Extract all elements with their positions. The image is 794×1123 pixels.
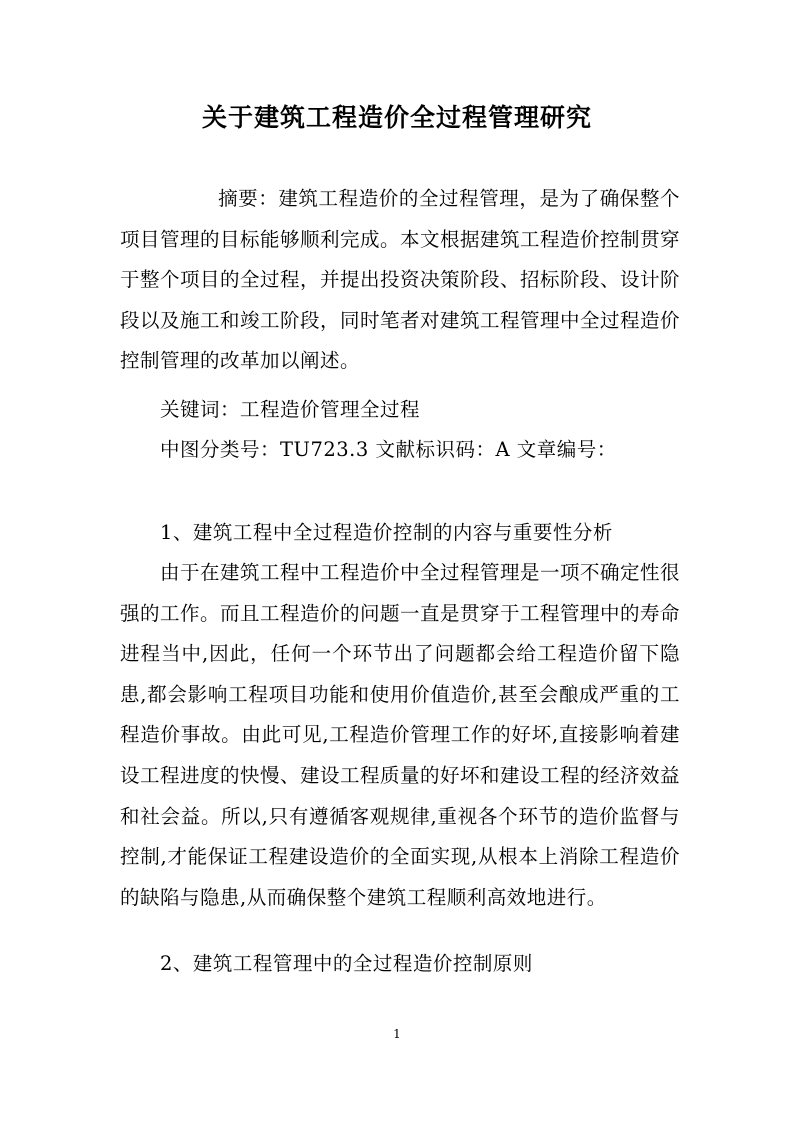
section-heading-1: 1、建筑工程中全过程造价控制的内容与重要性分析 <box>160 521 613 544</box>
keywords-line: 关键词：工程造价管理全过程 <box>160 398 421 421</box>
section-heading-2: 2、建筑工程管理中的全过程造价控制原则 <box>160 952 533 975</box>
abstract-paragraph <box>120 179 680 382</box>
section-1-text: 由于在建筑工程中工程造价中全过程管理是一项不确定性很强的工作。而且工程造价的问题一直是贯穿于工程管理中的寿命进程当中,因此，任何一个环节出了问题都会给工程造价留下隐患,都会影响工程项目功能和使用价值造价,甚至会酿成严重的工程造价事故。由此可见,工程造价管理工作的好坏,直接影响着建设工程进度的快慢、建设工程质量的好坏和建设工程的经济效益和社会益。所以,只有遵循客观规律,重视各个环节的造价监督与控制,才能保证工程建设造价的全面实现,从根本上消除工程造价的缺陷与隐患,从而确保整个建筑工程顺利高效地进行。 <box>120 561 681 909</box>
classification-line: 中图分类号：TU723.3 文献标识码：A 文章编号： <box>160 438 617 461</box>
section-1-paragraph <box>120 553 680 918</box>
page-number: 1 <box>393 1027 401 1041</box>
document-title: 关于建筑工程造价全过程管理研究 <box>201 103 592 132</box>
abstract-text: 摘要：建筑工程造价的全过程管理，是为了确保整个项目管理的目标能够顺利完成。本文根据建筑工程造价控制贯穿于整个项目的全过程，并提出投资决策阶段、招标阶段、设计阶段以及施工和竣工阶段，同时笔者对建筑工程管理中全过程造价控制管理的改革加以阐述。 <box>120 187 681 373</box>
